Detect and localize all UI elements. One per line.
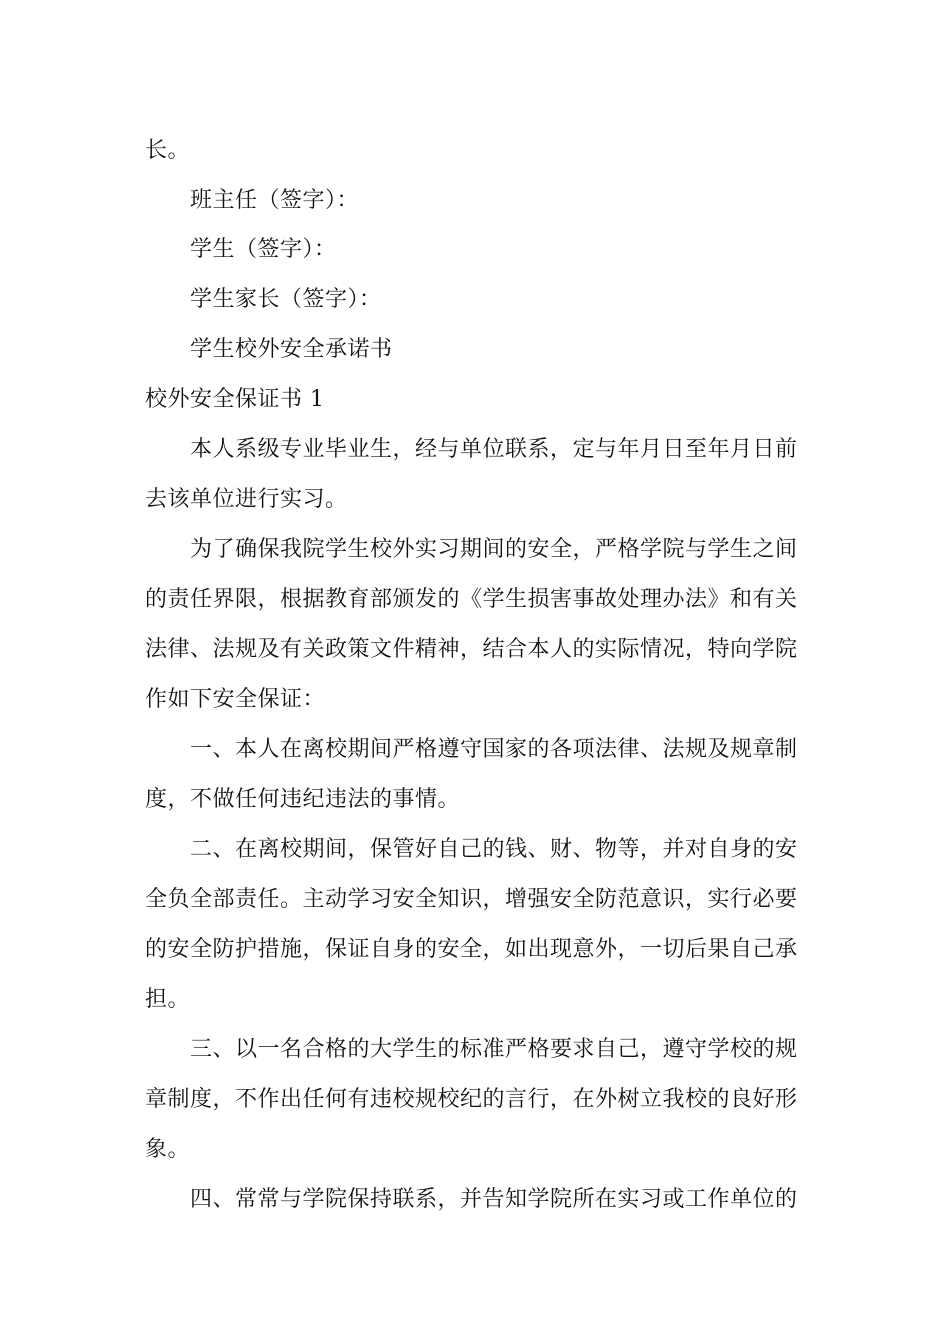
text-line: 去该单位进行实习。 (145, 487, 348, 512)
text-line: 的安全防护措施，保证自身的安全，如出现意外，一切后果自己承 (145, 937, 798, 962)
signature-line-student: 学生（签字）： (190, 237, 337, 262)
text-line: 担。 (145, 987, 191, 1012)
text-line: 作如下安全保证： (145, 687, 326, 712)
text-line: 三、以一名合格的大学生的标准严格要求自己，遵守学校的规 (190, 1037, 798, 1062)
section-title: 学生校外安全承诺书 (190, 337, 393, 362)
text-line: 一、本人在离校期间严格遵守国家的各项法律、法规及规章制 (190, 737, 798, 762)
text-line: 度，不做任何违纪违法的事情。 (145, 787, 461, 812)
text-line: 二、在离校期间，保管好自己的钱、财、物等，并对自身的安 (190, 837, 798, 862)
signature-line-parent: 学生家长（签字）： (190, 287, 382, 312)
text-line: 的责任界限，根据教育部颁发的《学生损害事故处理办法》和有关 (145, 587, 798, 612)
signature-line-teacher: 班主任（签字）： (190, 188, 360, 213)
text-line: 象。 (145, 1137, 191, 1162)
text-line: 为了确保我院学生校外实习期间的安全，严格学院与学生之间 (190, 537, 798, 562)
text-line: 本人系级专业毕业生，经与单位联系，定与年月日至年月日前 (190, 437, 798, 462)
text-line: 四、常常与学院保持联系，并告知学院所在实习或工作单位的 (190, 1187, 798, 1212)
text-line: 法律、法规及有关政策文件精神，结合本人的实际情况，特向学院 (145, 637, 798, 662)
text-line: 章制度，不作出任何有违校规校纪的言行，在外树立我校的良好形 (145, 1087, 798, 1112)
document-heading: 校外安全保证书 1 (145, 387, 325, 412)
text-line: 长。 (145, 138, 191, 163)
text-line: 全负全部责任。主动学习安全知识，增强安全防范意识，实行必要 (145, 887, 798, 912)
